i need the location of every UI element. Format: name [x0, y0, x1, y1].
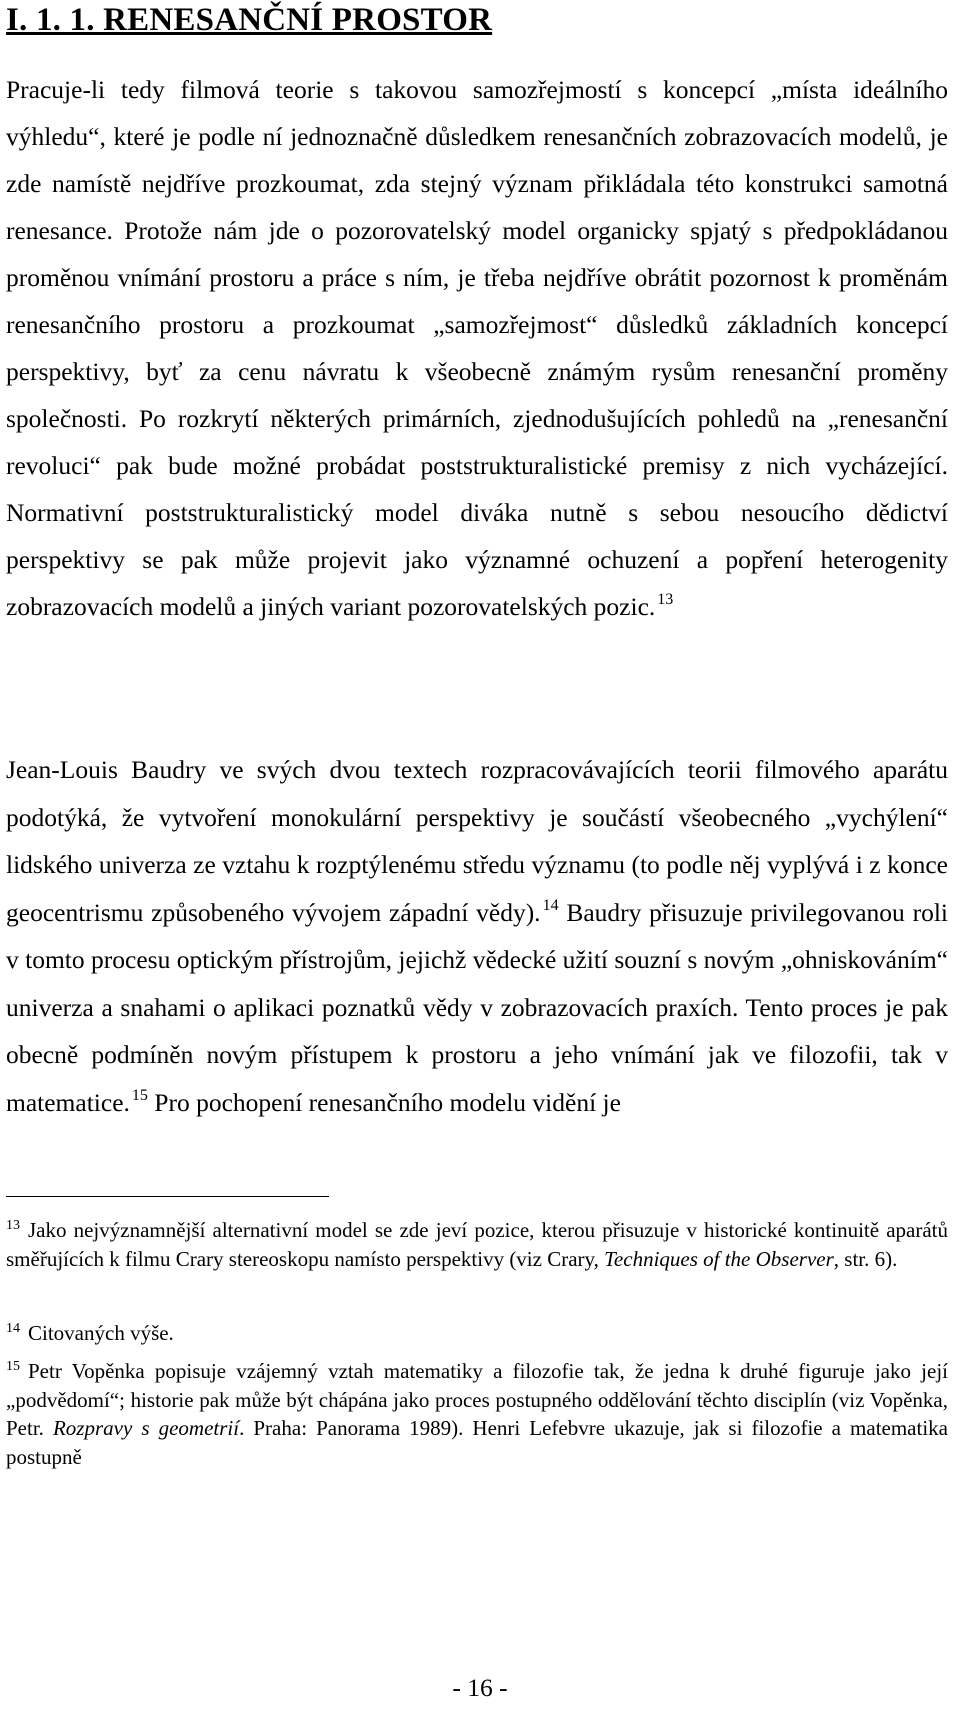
paragraph-1-text: Pracuje-li tedy filmová teorie s takovou samozřejmostí s koncepcí „místa ideálního výhledu“, které je podle ní jednoznačně důsledkem renesančních zobrazovacích modelů, je zde namístě nejdříve prozkoumat, zda stejný význam přikládala této konstrukci samotná renesance. Protože nám jde o pozorovatelský model organicky spjatý s předpokládanou proměnou vnímání prostoru a práce s ním, je třeba nejdříve obrátit pozornost k proměnám renesančního prostoru a prozkoumat „samozřejmost“ důsledků základních koncepcí perspektivy, byť za cenu návratu k všeobecně známým rysům renesanční proměny společnosti. Po rozkrytí některých primárních, zjednodušujících pohledů na „renesanční revoluci“ pak bude možné probádat poststrukturalistické premisy z nich vycházející. Normativní poststrukturalistický model diváka nutně s sebou nesoucího dědictví perspektivy se pak může projevit jako významné ochuzení a popření heterogenity zobrazovacích modelů a jiných variant pozorovatelských pozic. [6, 75, 948, 621]
footnote-15-title: Rozpravy s geometrií [52, 1416, 240, 1440]
footnote-14 [6, 1319, 948, 1348]
paragraph-2-text-b: Baudry přisuzuje privilegovanou roli v tomto procesu optickým přístrojům, jejichž vědecké užití souzní s novým „ohniskováním“ univerza a snahami o aplikaci poznatků vědy v zobrazovacích praxích. Tento proces je pak obecně podmíněn novým přístupem k prostoru a jeho vnímání jak ve filozofii, tak v matematice. [6, 897, 948, 1117]
footnote-mark-14: 14 [6, 1321, 20, 1336]
section-heading: I. 1. 1. RENESANČNÍ PROSTOR [6, 2, 493, 38]
paragraph-1 [6, 66, 948, 630]
footnote-13-text-b: , str. 6). [833, 1246, 898, 1271]
paragraph-2-text-c: Pro pochopení renesančního modelu vidění je [147, 1087, 621, 1117]
footnote-mark-13: 13 [6, 1218, 20, 1233]
footnote-15-text-a: Petr Vopěnka popisuje vzájemný vztah matematiky a filozofie tak, že jedna k druhé figuruje jako její „podvědomí“; historie pak může být chápána jako proces postupného oddělování těchto disciplín (viz Vopěnka, Petr. [6, 1359, 948, 1440]
paragraph-2 [6, 746, 948, 1126]
page-number: - 16 - [452, 1673, 508, 1702]
footnote-separator [6, 1196, 329, 1197]
footnote-ref-15[interactable]: 15 [131, 1086, 148, 1104]
footnote-15 [6, 1357, 948, 1471]
footnote-15-text-b: . Praha: Panorama 1989). Henri Lefebvre ukazuje, jak si filozofie a matematika postupně [6, 1416, 948, 1469]
paragraph-2-text-a: Jean-Louis Baudry ve svých dvou textech rozpracovávajících teorii filmového aparátu podotýká, že vytvoření monokulární perspektivy je součástí všeobecného „vychýlení“ lidského univerza ze vztahu k rozptýlenému středu významu (to podle něj vyplývá i z konce geocentrismu způsobeného vývojem západní vědy). [6, 755, 948, 927]
footnote-mark-15: 15 [6, 1359, 20, 1374]
footnote-13-title: Techniques of the Observer [604, 1246, 834, 1271]
footnote-ref-14[interactable]: 14 [542, 896, 559, 914]
footnote-13 [6, 1216, 948, 1273]
footnote-13-text-a: Jako nejvýznamnější alternativní model se zde jeví pozice, kterou přisuzuje v historické kontinuitě aparátů směřujících k filmu Crary stereoskopu namísto perspektivy (viz Crary, [6, 1218, 948, 1271]
footnote-14-text: Citovaných výše. [28, 1321, 174, 1345]
footnote-ref-13[interactable]: 13 [657, 591, 674, 608]
